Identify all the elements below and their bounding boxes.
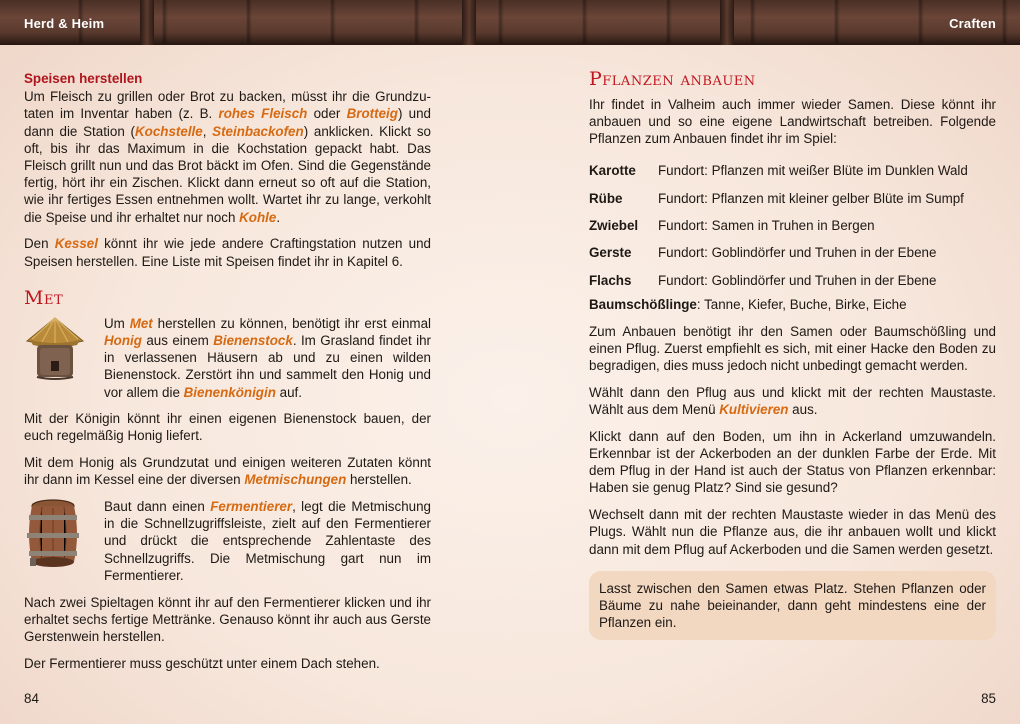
met-paragraph-3: Mit dem Honig als Grundzutat und einigen weiteren Zutaten könnt ihr dann im Kessel eine der diversen Metmischungen herstellen.: [24, 455, 431, 488]
met-paragraph-2: Mit der Königin könnt ihr einen eigenen Bienenstock bauen, der euch regelmäßig Honig liefert.: [24, 411, 431, 444]
plant-location: Fundort: Samen in Truhen in Bergen: [658, 217, 875, 233]
term-fermentierer: Fermentierer: [210, 499, 293, 515]
term-metmischungen: Metmischungen: [244, 472, 347, 488]
term-kohle: Kohle: [239, 209, 277, 225]
header-right-title: Craften: [949, 16, 996, 31]
plant-row: [589, 157, 996, 184]
speisen-heading: Speisen herstellen: [24, 71, 143, 86]
plant-name: Flachs: [589, 272, 632, 288]
met-honey-block: [24, 315, 431, 411]
term-brotteig: Brotteig: [346, 106, 398, 122]
beehive-icon: [24, 315, 104, 385]
header-left-title: Herd & Heim: [24, 16, 105, 31]
page-number-right: 85: [981, 691, 996, 706]
term-steinbackofen: Steinbackofen: [212, 123, 304, 139]
saplings-line: [589, 296, 996, 313]
plant-name: Zwiebel: [589, 217, 639, 233]
saplings-list: : Tanne, Kiefer, Buche, Birke, Eiche: [696, 297, 907, 313]
plant-location: Fundort: Pflanzen mit kleiner gelber Blüte im Sumpf: [658, 190, 964, 206]
plant-row: [589, 267, 996, 294]
speisen-paragraph-2: Den Kessel könnt ihr wie jede andere Craftingstation nutzen und Speisen herstellen. Eine Liste mit Speisen findet ihr in Kapitel 6.: [24, 236, 431, 269]
pflanzen-heading: Pflanzen anbauen: [589, 68, 756, 90]
term-kultivieren: Kultivieren: [719, 402, 789, 418]
pflanzen-paragraph-2: Wählt dann den Pflug aus und klickt mit der rechten Maustaste. Wählt aus dem Menü Kultivieren aus.: [589, 384, 996, 418]
speisen-paragraph-1: Um Fleisch zu grillen oder Brot zu backen, müsst ihr die Grundzutaten im Inventar haben (z. B. rohes Fleisch oder Brotteig) und dann die Station (Kochstelle, Steinbackofen) anklicken. Klickt so oft, bis ihr das Maximum in die Kochstation gepackt habt. Das Fleisch grillt nun und das Brot bäckt im Ofen. Sind die Gegenstände fertig, hört ihr ein Zischen. Klickt dann erneut so oft auf die Station, wie ihr fertiges Essen entnehmen wollt. Wartet ihr zu lange, verkohlt die Speise und ihr erhaltet nur noch Kohle.: [24, 89, 431, 225]
plant-location: Fundort: Goblindörfer und Truhen in der Ebene: [658, 272, 937, 288]
pflanzen-paragraph-1: Zum Anbauen benötigt ihr den Samen oder Baumschößling und einen Pflug. Zuerst empfiehlt es sich, mit einer Hacke den Boden zu begradigen, dies muss jedoch nicht unbedingt gemacht werden.: [589, 323, 996, 374]
plant-name: Rübe: [589, 190, 623, 206]
term-honig: Honig: [104, 332, 142, 348]
plant-location: Fundort: Goblindörfer und Truhen in der Ebene: [658, 245, 937, 261]
term-bienenstock: Bienenstock: [213, 332, 293, 348]
met-paragraph-5: Nach zwei Spieltagen könnt ihr auf den Fermentierer klicken und ihr erhaltet sechs fertige Mettränke. Genauso könnt ihr auch aus Gerste Gerstenwein herstellen.: [24, 594, 431, 644]
tip-text: Lasst zwischen den Samen etwas Platz. Stehen Pflanzen oder Bäume zu nahe beieinander, dann geht mindestens eine der Pflanzen ein.: [599, 580, 986, 631]
barrel-icon: [24, 498, 104, 574]
plant-name: Gerste: [589, 245, 632, 261]
plant-name: Karotte: [589, 163, 636, 179]
page-header: [0, 0, 1020, 45]
left-page: [24, 66, 431, 681]
plant-location: Fundort: Pflanzen mit weißer Blüte im Dunklen Wald: [658, 163, 968, 179]
term-rohes-fleisch: rohes Fleisch: [218, 106, 308, 122]
term-kessel: Kessel: [54, 236, 98, 252]
wood-beam-decoration: [720, 0, 734, 45]
term-met: Met: [129, 315, 153, 331]
met-paragraph-1: Um Met herstellen zu können, benötigt ihr erst einmal Honig aus einem Bienenstock. Im Grasland findet ihr in verlassenen Häusern ab und zu einen wilden Bienenstock. Zerstört ihn und sammelt den Honig und vor allem die Bienenkönigin auf.: [104, 315, 432, 400]
term-bienenkoenigin: Bienenkönigin: [183, 384, 276, 400]
met-fermenter-block: [24, 498, 431, 594]
met-paragraph-6: Der Fermentierer muss geschützt unter einem Dach stehen.: [24, 655, 380, 671]
met-paragraph-4: Baut dann einen Fermentierer, legt die Metmischung in die Schnellzugriffsleiste, zielt auf den Fermentierer und drückt die entsprechende Zahlentaste des Schnellzugriffs. Die Metmischung gart nun im Fermentierer.: [104, 499, 431, 583]
plant-row: [589, 239, 996, 266]
page-number-left: 84: [24, 691, 39, 706]
term-kochstelle: Kochstelle: [134, 123, 203, 139]
plant-list: [589, 157, 996, 294]
pflanzen-intro: Ihr findet in Valheim auch immer wieder Samen. Diese könnt ihr anbauen und so eine eigene Landwirtschaft betreiben. Folgende Pflanzen zum Anbauen findet ihr im Spiel:: [589, 97, 996, 147]
plant-row: [589, 212, 996, 239]
pflanzen-paragraph-4: Wechselt dann mit der rechten Maustaste wieder in das Menü des Plugs. Wählt nun die Pflanze aus, die ihr anbauen wollt und klickt dann mit dem Pflug auf Ackerboden und die Samen werden gesetzt.: [589, 507, 996, 557]
tip-box: [589, 571, 996, 641]
wood-beam-decoration: [462, 0, 476, 45]
plant-row: [589, 185, 996, 212]
wood-beam-decoration: [140, 0, 154, 45]
saplings-label: Baumschößlinge: [589, 297, 697, 313]
pflanzen-paragraph-3: Klickt dann auf den Boden, um ihn in Ackerland umzuwandeln. Erkennbar ist der Ackerboden an der dunklen Farbe der Erde. Mit dem Pflug in der Hand ist auch der Status von Pflanzen erkennbar: Haben sie genug Platz? Sind sie gesund?: [589, 428, 996, 496]
right-page: [589, 66, 996, 640]
met-heading: Met: [24, 286, 64, 309]
